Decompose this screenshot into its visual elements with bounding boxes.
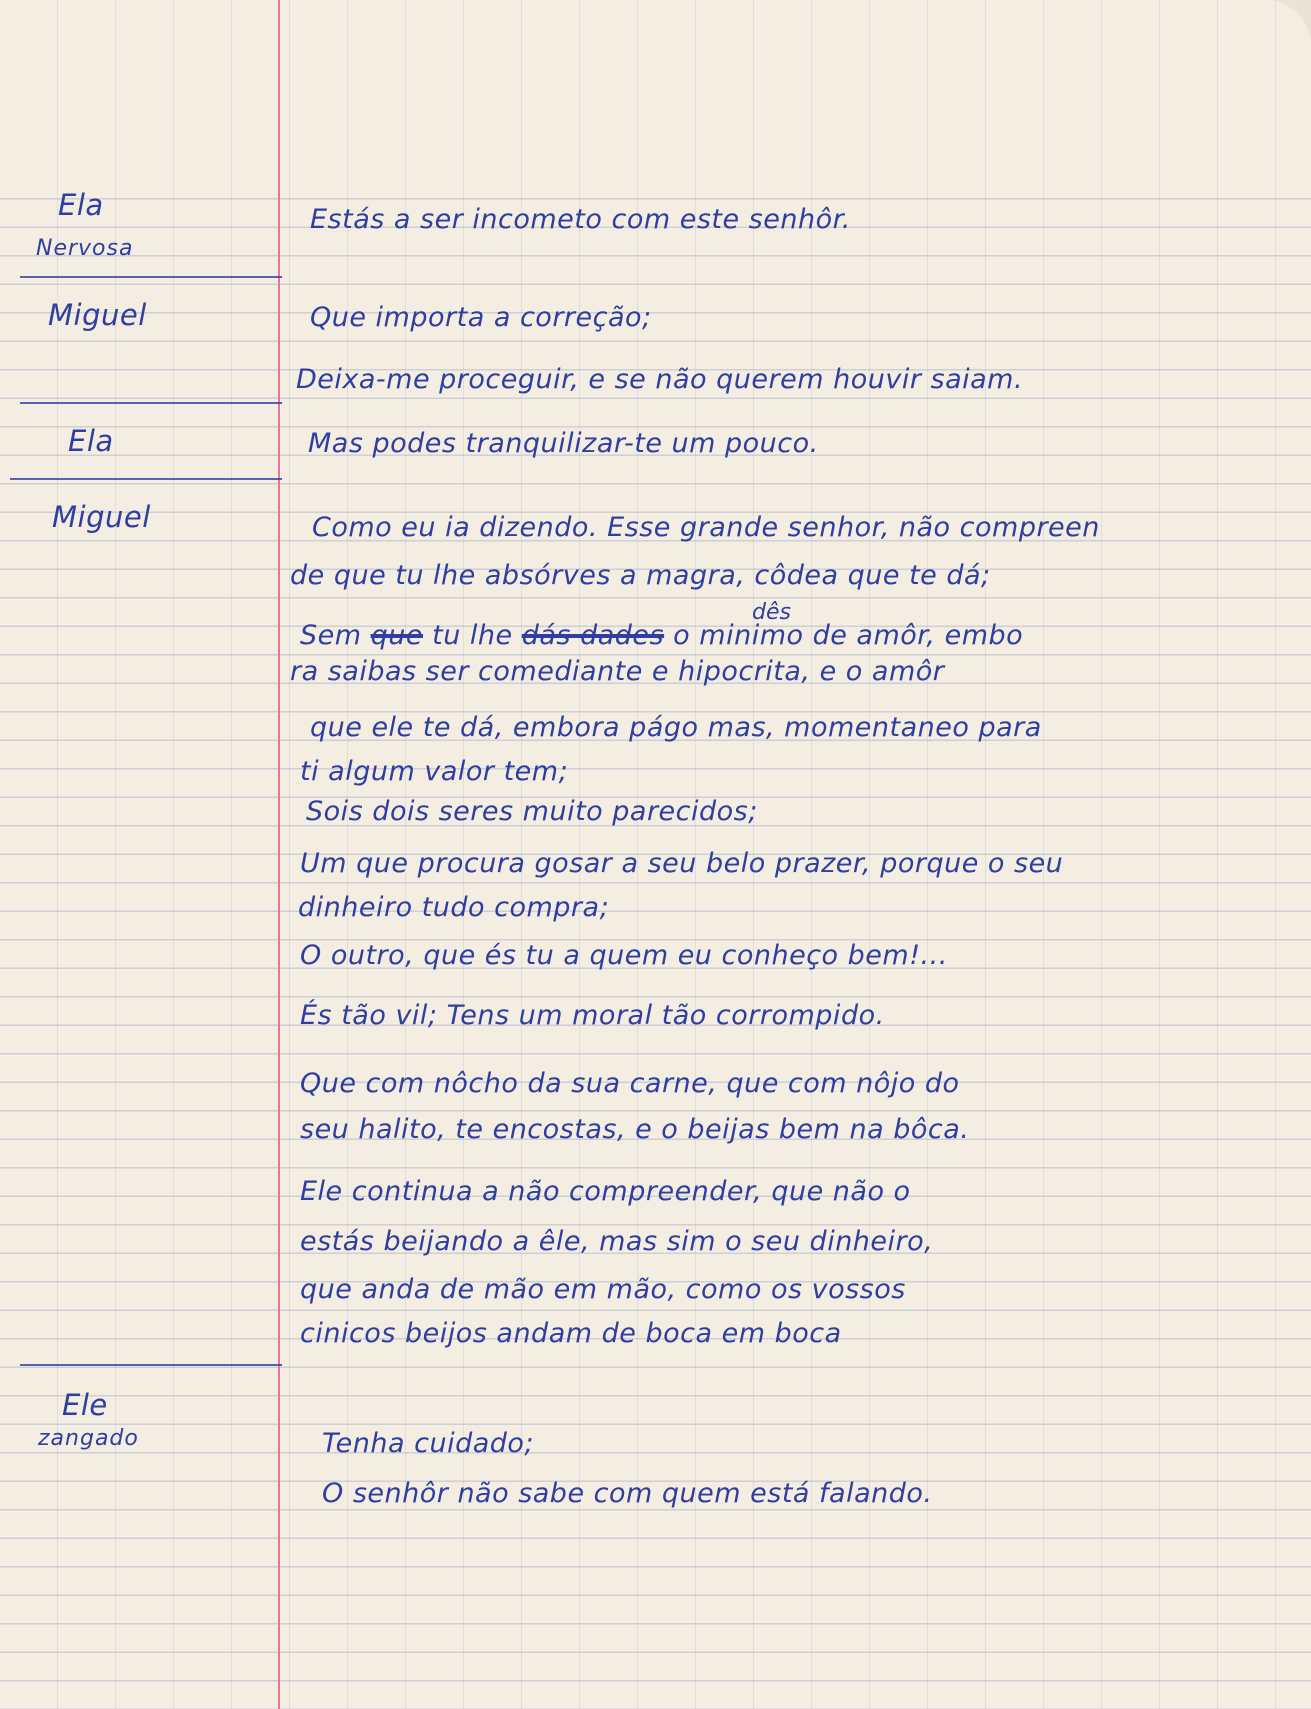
dialogue-word: tu lhe [432,620,513,651]
dialogue-line: que anda de mão em mão, como os vossos [300,1274,906,1305]
dialogue-line: Tenha cuidado; [322,1428,535,1459]
speaker-ela: Ela [58,188,104,222]
speaker-divider [10,478,282,480]
dialogue-line-corrected [300,620,1023,651]
dialogue-line: Estás a ser incometo com este senhôr. [310,204,851,235]
dialogue-line: cinicos beijos andam de boca em boca [300,1318,842,1349]
dialogue-line: Como eu ia dizendo. Esse grande senhor, não compreen [312,512,1100,543]
dialogue-line: ra saibas ser comediante e hipocrita, e o amôr [290,656,945,687]
speaker-miguel-2: Miguel [52,500,151,534]
speaker-divider [20,1364,282,1366]
inserted-correction: dês [752,600,791,625]
dialogue-line: O outro, que és tu a quem eu conheço bem!... [300,940,948,971]
stage-direction-nervosa: Nervosa [36,236,134,261]
struck-out-word: dás dades [521,620,665,651]
dialogue-word: o minimo de amôr, embo [673,620,1024,651]
struck-out-word: que [370,620,424,651]
dialogue-line: Mas podes tranquilizar-te um pouco. [308,428,819,459]
dialogue-word: Sem [300,620,362,651]
dialogue-line: Sois dois seres muito parecidos; [306,796,758,827]
dialogue-line: Que importa a correção; [310,302,652,333]
dialogue-line: Um que procura gosar a seu belo prazer, porque o seu [300,848,1064,879]
speaker-divider [20,402,282,404]
speaker-miguel: Miguel [48,298,147,332]
dialogue-line: Deixa-me proceguir, e se não querem houvir saiam. [296,364,1024,395]
dialogue-line: ti algum valor tem; [300,756,569,787]
stage-direction-zangado: zangado [38,1426,139,1451]
speaker-ele: Ele [62,1388,108,1422]
dialogue-line: de que tu lhe absórves a magra, côdea que te dá; [290,560,991,591]
dialogue-line: És tão vil; Tens um moral tão corrompido. [300,1000,885,1031]
dialogue-line: que ele te dá, embora págo mas, momentaneo para [310,712,1042,743]
dialogue-line: dinheiro tudo compra; [298,892,610,923]
speaker-divider [20,276,282,278]
top-margin-band [0,0,1311,178]
speaker-ela-2: Ela [68,424,114,458]
dialogue-line: Ele continua a não compreender, que não o [300,1176,911,1207]
red-margin-line [278,0,280,1709]
dialogue-line: estás beijando a êle, mas sim o seu dinheiro, [300,1226,934,1257]
dialogue-line: O senhôr não sabe com quem está falando. [322,1478,933,1509]
dialogue-line: seu halito, te encostas, e o beijas bem na bôca. [300,1114,970,1145]
dialogue-line: Que com nôcho da sua carne, que com nôjo do [300,1068,960,1099]
